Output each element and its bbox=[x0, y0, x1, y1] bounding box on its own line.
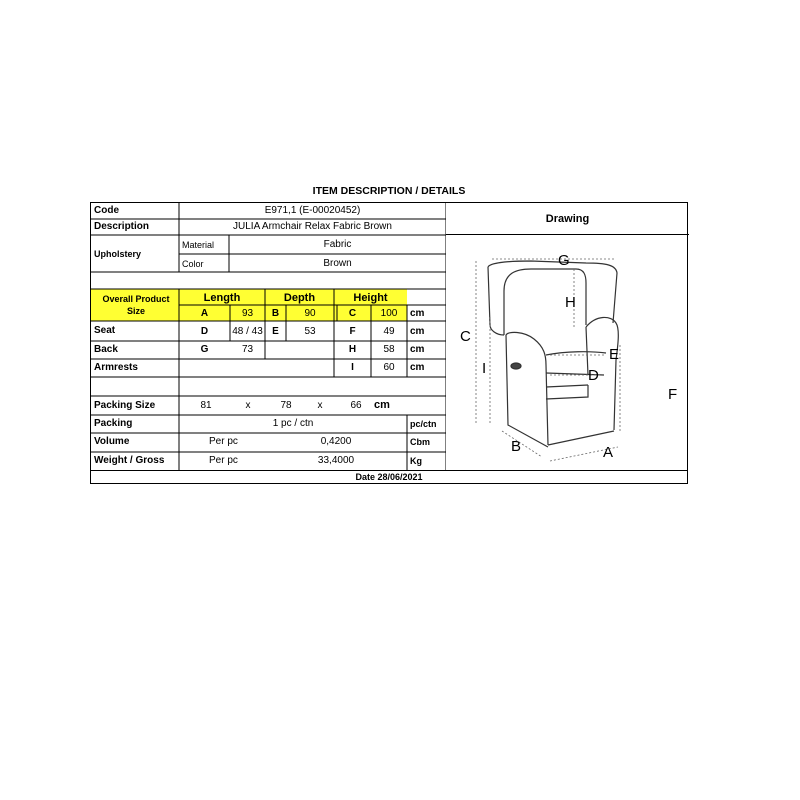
weight-per: Per pc bbox=[209, 455, 238, 466]
packing-width: 78 bbox=[280, 400, 292, 411]
packing-x2: x bbox=[317, 400, 323, 411]
armrests-unit: cm bbox=[410, 362, 425, 373]
label-d: D bbox=[588, 367, 599, 384]
armchair-drawing bbox=[446, 235, 689, 470]
armrests-label: Armrests bbox=[94, 362, 138, 373]
dim-c: C bbox=[348, 308, 357, 319]
color-label: Color bbox=[182, 259, 204, 269]
dim-a: A bbox=[200, 308, 209, 319]
upholstery-label: Upholstery bbox=[94, 249, 142, 259]
volume-per: Per pc bbox=[209, 436, 238, 447]
volume-unit: Cbm bbox=[410, 437, 430, 447]
length-header: Length bbox=[203, 292, 241, 304]
overall-unit: cm bbox=[410, 308, 425, 319]
spec-table bbox=[91, 203, 446, 470]
packing-height: 66 bbox=[350, 400, 362, 411]
dim-g: G bbox=[200, 344, 209, 355]
label-b: B bbox=[511, 438, 522, 455]
description-label: Description bbox=[94, 221, 150, 232]
weight-label: Weight / Gross bbox=[94, 455, 165, 466]
back-unit: cm bbox=[410, 344, 425, 355]
weight-unit: Kg bbox=[410, 456, 422, 466]
label-e: E bbox=[609, 346, 620, 363]
dim-g-value: 73 bbox=[241, 344, 254, 355]
packing-length: 81 bbox=[200, 400, 212, 411]
description-value: JULIA Armchair Relax Fabric Brown bbox=[233, 221, 392, 232]
code-label: Code bbox=[94, 205, 119, 216]
dim-b-value: 90 bbox=[304, 308, 316, 319]
material-label: Material bbox=[182, 240, 215, 250]
height-header: Height bbox=[353, 292, 388, 304]
back-label: Back bbox=[94, 344, 118, 355]
packing-label: Packing bbox=[94, 418, 133, 429]
volume-value: 0,4200 bbox=[320, 436, 352, 447]
armchair-diagram bbox=[446, 235, 689, 470]
packing-value: 1 pc / ctn bbox=[272, 418, 314, 429]
dim-f-value: 49 bbox=[383, 326, 395, 337]
dim-a-value: 93 bbox=[241, 308, 254, 319]
weight-value: 33,4000 bbox=[317, 455, 355, 466]
spec-sheet bbox=[90, 202, 688, 484]
dim-e: E bbox=[272, 326, 279, 337]
depth-header: Depth bbox=[283, 292, 316, 304]
dim-b: B bbox=[271, 308, 280, 319]
drawing-header bbox=[446, 203, 689, 235]
packing-size-unit: cm bbox=[374, 399, 390, 411]
material-value: Fabric bbox=[323, 239, 352, 250]
dim-i: I bbox=[351, 362, 354, 373]
document-date: Date 28/06/2021 bbox=[91, 470, 687, 484]
seat-label: Seat bbox=[94, 325, 116, 336]
dim-h: H bbox=[348, 344, 357, 355]
packing-x1: x bbox=[245, 400, 251, 411]
volume-label: Volume bbox=[94, 436, 130, 447]
dim-d: D bbox=[200, 326, 209, 337]
document-title: ITEM DESCRIPTION / DETAILS bbox=[312, 185, 466, 197]
packing-unit: pc/ctn bbox=[410, 419, 437, 429]
dim-f: F bbox=[349, 326, 356, 337]
label-h: H bbox=[565, 294, 576, 311]
label-c: C bbox=[460, 328, 471, 345]
color-value: Brown bbox=[323, 258, 352, 269]
dim-h-value: 58 bbox=[383, 344, 395, 355]
drawing-label: Drawing bbox=[545, 213, 590, 225]
dim-i-value: 60 bbox=[383, 362, 395, 373]
label-f: F bbox=[668, 386, 678, 403]
packing-size-label: Packing Size bbox=[94, 400, 156, 411]
label-g: G bbox=[558, 252, 570, 269]
label-a: A bbox=[603, 444, 614, 461]
dim-c-value: 100 bbox=[380, 308, 398, 319]
dim-e-value: 53 bbox=[304, 326, 316, 337]
code-value: E971,1 (E-00020452) bbox=[264, 205, 361, 216]
label-i: I bbox=[482, 360, 487, 377]
seat-unit: cm bbox=[410, 326, 425, 337]
overall-size-label: Overall Product Size bbox=[102, 294, 170, 316]
dim-d-value: 48 / 43 bbox=[232, 326, 263, 337]
